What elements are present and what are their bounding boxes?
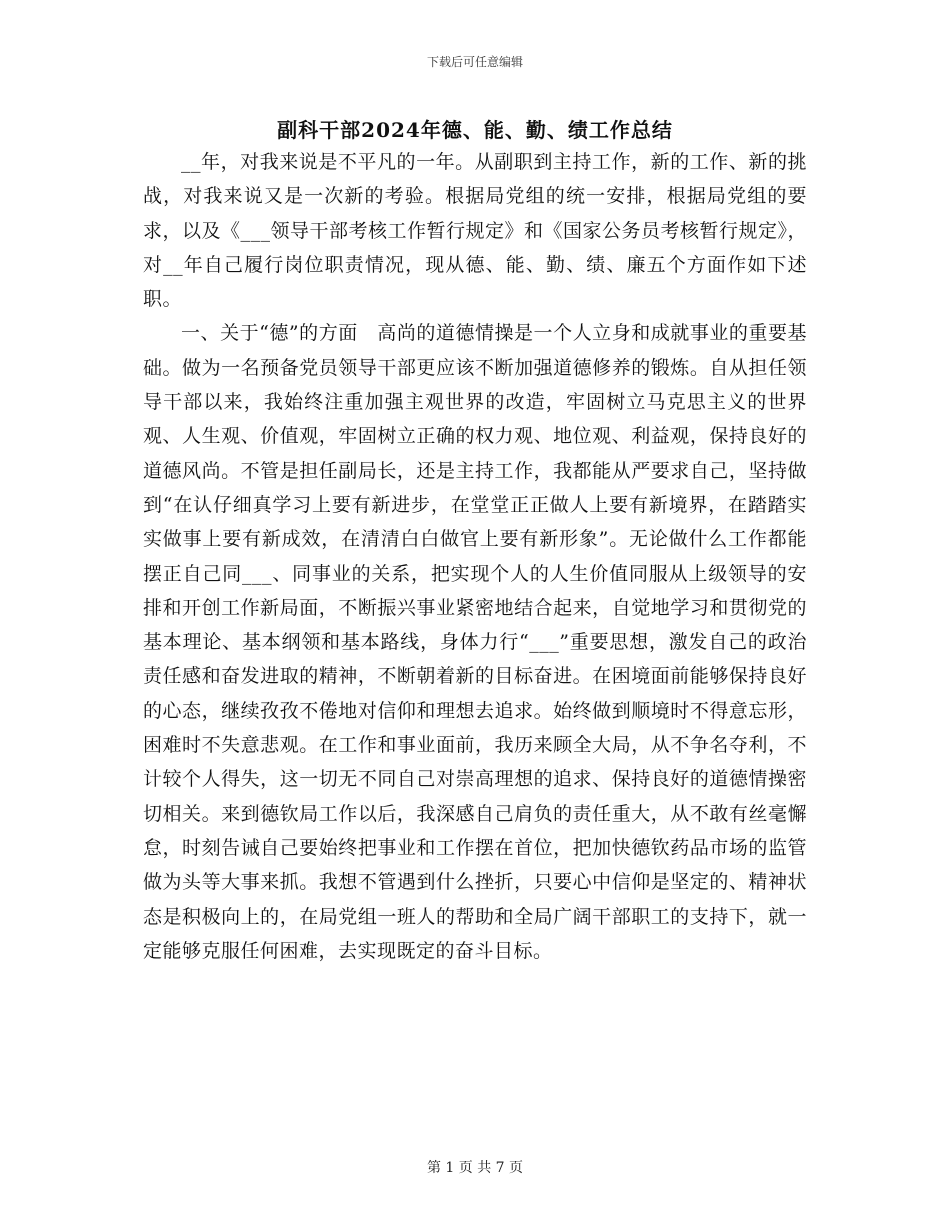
paragraph-intro: __年，对我来说是不平凡的一年。从副职到主持工作，新的工作、新的挑战，对我来说又是一次新的考验。根据局党组的统一安排，根据局党组的要求，以及《___领导干部考核工作暂行规定》和《国家公务员考核暂行规定》，对__年自己履行岗位职责情况，现从德、能、勤、绩、廉五个方面作如下述职。 xyxy=(143,151,808,311)
header-note: 下载后可任意编辑 xyxy=(426,55,523,69)
document-body xyxy=(143,145,807,968)
paragraph-virtue: 一、关于“德”的方面 高尚的道德情操是一个人立身和成就事业的重要基础。做为一名预备党员领导干部更应该不断加强道德修养的锻炼。自从担任领导干部以来，我始终注重加强主观世界的改造，牢固树立马克思主义的世界观、人生观、价值观，牢固树立正确的权力观、地位观、利益观，保持良好的道德风尚。不管是担任副局长，还是主持工作，我都能从严要求自己，坚持做到“在认仔细真学习上要有新进步，在堂堂正正做人上要有新境界，在踏踏实实做事上要有新成效，在清清白白做官上要有新形象”。无论做什么工作都能摆正自己同___、同事业的关系，把实现个人的人生价值同服从上级领导的安排和开创工作新局面，不断振兴事业紧密地结合起来，自觉地学习和贯彻党的基本理论、基本纲领和基本路线，身体力行“___”重要思想，激发自己的政治责任感和奋发进取的精神，不断朝着新的目标奋进。在困境面前能够保持良好的心态，继续孜孜不倦地对信仰和理想去追求。始终做到顺境时不得意忘形，困难时不失意悲观。在工作和事业面前，我历来顾全大局，从不争名夺利，不计较个人得失，这一切无不同自己对崇高理想的追求、保持良好的道德情操密切相关。来到德钦局工作以后，我深感自己肩负的责任重大，从不敢有丝毫懈怠，时刻告诫自己要始终把事业和工作摆在首位，把加快德钦药品市场的监管做为头等大事来抓。我想不管遇到什么挫折，只要心中信仰是坚定的、精神状态是积极向上的，在局党组一班人的帮助和全局广阔干部职工的支持下，就一定能够克服任何困难，去实现既定的奋斗目标。 xyxy=(143,322,807,962)
document-title: 副科干部2024年德、能、勤、绩工作总结 xyxy=(277,118,673,142)
page-number: 第 1 页 共 7 页 xyxy=(426,1160,524,1176)
